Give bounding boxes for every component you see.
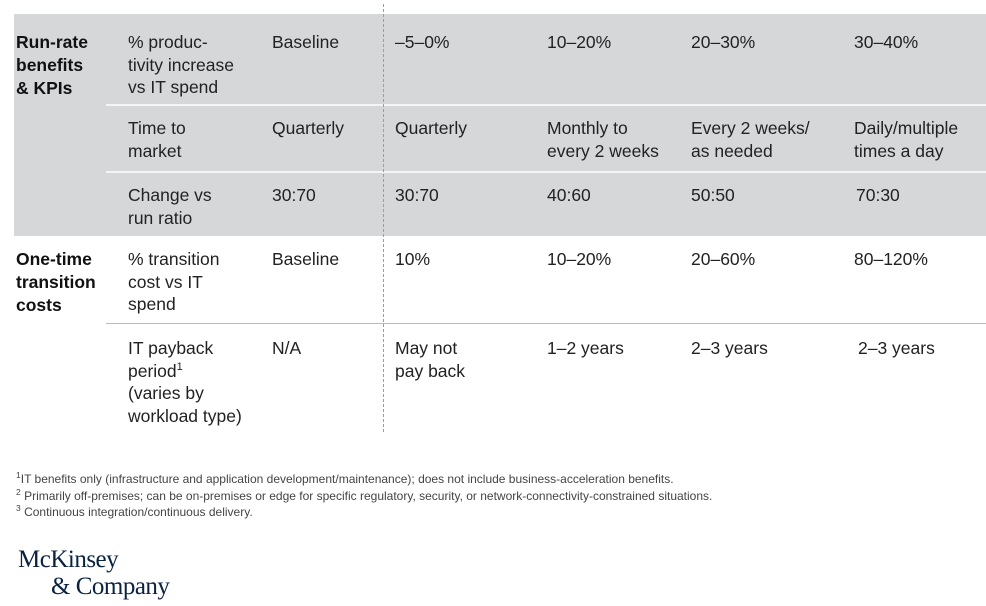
metric-line: [128, 337, 242, 360]
mckinsey-logo: [18, 546, 169, 600]
row-divider: [106, 171, 986, 173]
value-cell: 80–120%: [854, 249, 928, 269]
value-cell: 2–3 years: [858, 338, 935, 358]
value-cell: [395, 337, 465, 382]
value-line: times a day: [854, 140, 944, 161]
value-cell: N/A: [272, 338, 302, 358]
metric-line: tivity increase: [128, 54, 235, 75]
value-cell: 50:50: [691, 185, 735, 205]
metric-change-vs-run: [128, 184, 212, 229]
footnote-1: [16, 471, 712, 488]
metric-line: vs IT spend: [128, 77, 219, 97]
value-cell: 10%: [395, 249, 431, 269]
metric-text: workload type): [128, 405, 242, 426]
value-cell: Baseline: [272, 32, 340, 52]
group-label-line: One-time: [16, 249, 92, 269]
value-cell: 10–20%: [547, 249, 612, 269]
footnote-mark: 1: [16, 470, 21, 480]
metric-line: Time to: [128, 118, 186, 138]
footnote-2: [16, 488, 712, 505]
row-divider: [106, 104, 986, 106]
row-divider: [106, 323, 986, 324]
group-label-line: Run-rate: [16, 32, 88, 52]
group-label-line: costs: [16, 295, 62, 315]
footnote-text: IT benefits only (infrastructure and application development/maintenance); does not include business-acceleration benefits.: [20, 472, 674, 486]
group-label-line: & KPIs: [16, 78, 73, 98]
metric-productivity: [128, 31, 234, 99]
value-cell: 1–2 years: [547, 338, 624, 358]
metric-transition-cost: [128, 248, 219, 316]
value-line: as needed: [691, 140, 773, 161]
baseline-divider: [383, 4, 384, 432]
metric-text: period: [128, 360, 177, 381]
metric-line: Change vs: [128, 185, 212, 205]
group-label-line: transition: [16, 272, 96, 292]
metric-line: % produc-: [128, 32, 208, 52]
value-cell: [395, 117, 467, 140]
group-label-line: benefits: [16, 55, 84, 75]
metric-line: cost vs IT: [128, 271, 203, 292]
value-cell: [854, 117, 958, 162]
value-cell: –5–0%: [395, 32, 450, 52]
value-line: every 2 weeks: [547, 140, 659, 161]
metric-line: [128, 360, 242, 383]
value-cell: 20–30%: [691, 32, 756, 52]
value-line: pay back: [395, 360, 466, 381]
value-cell: 30:70: [395, 185, 439, 205]
metric-time-to-market: [128, 117, 186, 162]
metric-text: IT payback: [128, 338, 214, 358]
metric-payback-period: [128, 337, 242, 427]
value-line: Every 2 weeks/: [691, 118, 810, 138]
value-cell: [547, 117, 659, 162]
value-cell: 2–3 years: [691, 338, 768, 358]
value-line: Daily/multiple: [854, 118, 959, 138]
metric-line: run ratio: [128, 207, 193, 228]
value-cell: 30:70: [272, 185, 316, 205]
footnote-text: Primarily off-premises; can be on-premises or edge for specific regulatory, security, or network-connectivity-constrained situations.: [20, 488, 713, 503]
footnote-mark: 2: [16, 486, 21, 497]
value-cell: Baseline: [272, 249, 340, 269]
group-label-one-time: [16, 248, 96, 317]
group-label-run-rate: [16, 31, 88, 100]
footnote-ref: 1: [176, 360, 183, 373]
footnote-3: [16, 504, 712, 521]
footnote-text: Continuous integration/continuous delivery.: [20, 505, 253, 519]
footnote-mark: 3: [16, 503, 21, 513]
footnotes: [16, 471, 712, 521]
metric-line: [128, 405, 242, 428]
metric-text: (varies by: [128, 383, 204, 403]
value-cell: [272, 117, 344, 140]
value-line: Quarterly: [395, 118, 467, 138]
logo-line-1: McKinsey: [18, 546, 119, 573]
logo-line-2: & Company: [51, 573, 170, 600]
value-line: Monthly to: [547, 118, 628, 138]
value-line: Quarterly: [272, 118, 344, 138]
value-cell: 20–60%: [691, 249, 756, 269]
value-line: May not: [395, 338, 458, 358]
metric-line: spend: [128, 294, 176, 314]
metric-line: market: [128, 140, 182, 161]
value-cell: 40:60: [547, 185, 591, 205]
metric-line: % transition: [128, 249, 220, 269]
value-cell: 30–40%: [854, 32, 919, 52]
value-cell: 10–20%: [547, 32, 612, 52]
value-cell: [691, 117, 810, 162]
value-cell: 70:30: [856, 185, 900, 205]
metric-line: [128, 382, 242, 405]
